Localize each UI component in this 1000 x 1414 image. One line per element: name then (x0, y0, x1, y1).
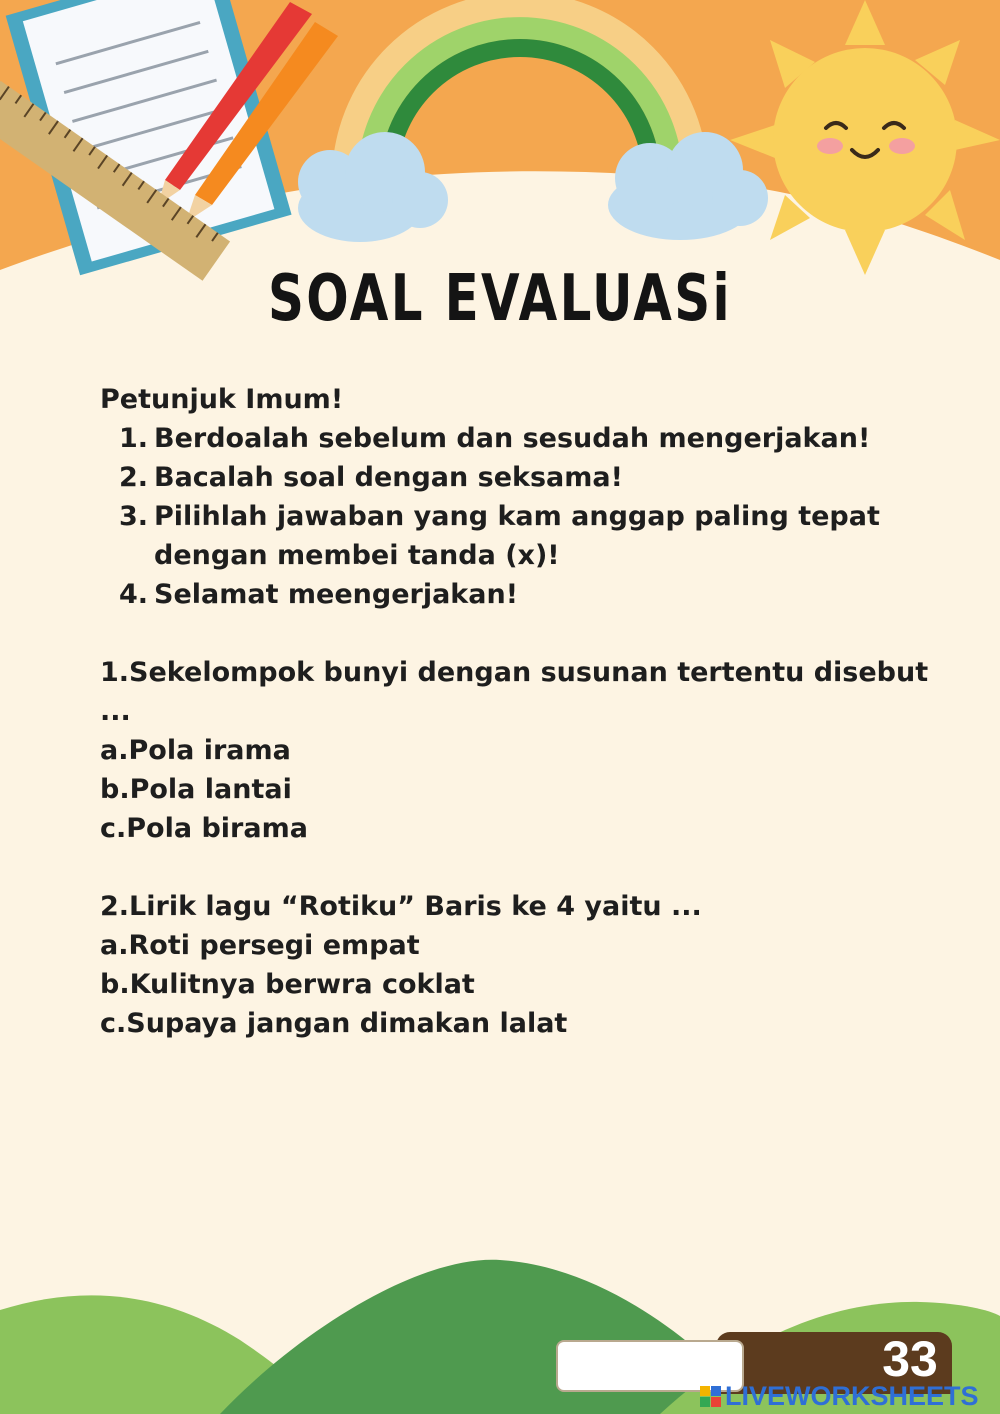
sun-icon (730, 0, 1000, 275)
instruction-item (100, 497, 920, 575)
instruction-text: Bacalah soal dengan seksama! (154, 462, 623, 493)
instruction-text: Selamat meengerjakan! (154, 579, 519, 610)
instruction-text: Pilihlah jawaban yang kam anggap paling tepat dengan membei tanda (x)! (154, 501, 880, 571)
instruction-item (100, 458, 920, 497)
instruction-number: 1. (118, 423, 148, 454)
question-prompt: 1.Sekelompok bunyi dengan susunan tertentu disebut (100, 657, 929, 688)
page-number: 33 (882, 1331, 938, 1387)
question-prompt-continuation: ... (100, 696, 131, 727)
answer-option[interactable]: a.Pola irama (100, 735, 291, 766)
liveworksheets-logo (700, 1378, 979, 1414)
answer-option[interactable]: b.Pola lantai (100, 774, 292, 805)
question-prompt: 2.Lirik lagu “Rotiku” Baris ke 4 yaitu ... (100, 891, 702, 922)
answer-option[interactable]: b.Kulitnya berwra coklat (100, 969, 475, 1000)
liveworksheets-logo-icon (700, 1386, 721, 1407)
worksheet-content (100, 380, 929, 1043)
instruction-number: 2. (118, 462, 148, 493)
brand-text: LIVEWORKSHEETS (725, 1380, 979, 1411)
instructions-heading: Petunjuk Imum! (100, 384, 344, 415)
instruction-number: 4. (118, 579, 148, 610)
answer-option[interactable]: a.Roti persegi empat (100, 930, 420, 961)
answer-option[interactable]: c.Supaya jangan dimakan lalat (100, 1008, 568, 1039)
instruction-item (100, 575, 920, 614)
page-title: SOAL EVALUASi (267, 262, 733, 336)
instruction-text: Berdoalah sebelum dan sesudah mengerjakan! (154, 423, 871, 454)
instruction-number: 3. (118, 501, 148, 532)
instruction-item (100, 419, 920, 458)
answer-option[interactable]: c.Pola birama (100, 813, 308, 844)
